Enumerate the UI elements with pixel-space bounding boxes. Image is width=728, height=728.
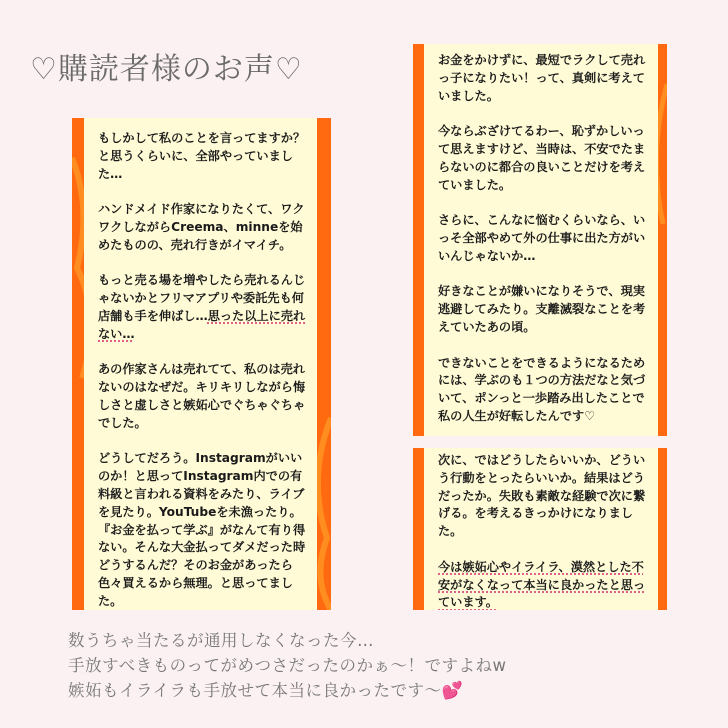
footer-note xyxy=(68,628,688,704)
footer-line: 手放すべきものってがめつさだったのかぁ〜！ですよねw xyxy=(68,656,507,675)
testimonial-panel-right-top xyxy=(413,44,667,436)
paragraph: ハンドメイド作家になりたくて、ワクワクしながらCreema、minneを始めたものの、売れ行きがイマイチ。 xyxy=(98,202,305,252)
paragraph-text: もっと売る場を増やしたら売れるんじゃないかとフリマアプリや委託先も何店舗も手を伸ばし… xyxy=(98,273,306,323)
paragraph: できないことをできるようになるためには、学ぶのも１つの方法だなと気づいて、ポンっと一歩踏み出したことで私の人生が好転したんです♡ xyxy=(438,355,646,423)
testimonial-text-left xyxy=(84,118,317,610)
testimonial-text-right-top xyxy=(424,44,658,436)
footer-line: 数うちゃ当たるが通用しなくなった今… xyxy=(68,631,374,650)
footer-line-text: 嫉妬もイライラも手放せて本当に良かったです〜 xyxy=(68,681,442,700)
paragraph: さらに、こんなに悩むくらいなら、いっそ全部やめて外の仕事に出た方がいいんじゃないか… xyxy=(438,213,646,263)
paragraph xyxy=(98,272,307,343)
paragraph: お金をかけずに、最短でラクして売れっ子になりたい！って、真剣に考えていました。 xyxy=(438,53,646,103)
paragraph: あの作家さんは売れてて、私のは売れないのはなぜだ。キリキリしながら悔しさと虚しさと嫉妬心でぐちゃぐちゃでした。 xyxy=(98,362,306,430)
paragraph xyxy=(438,559,648,610)
highlighted-text: 思った以上に売れない… xyxy=(98,308,306,341)
paragraph: 好きなことが嫌いになりそうで、現実逃避してみたり。支離滅裂なことを考えていたあの頃。 xyxy=(438,284,646,334)
page-title: ♡購読者様のお声♡ xyxy=(30,52,303,87)
paragraph: 次に、ではどうしたらいいか、どういう行動をとったらいいか。結果はどうだったか。失敗も素敵な経験で次に繋げる。を考えるきっかけになりました。 xyxy=(438,453,646,539)
footer-line xyxy=(68,678,688,704)
paragraph: どうしてだろう。Instagramがいいのか！と思ってInstagram内での有料級と言われる資料をみたり、ライブを見たり。YouTubeを未漁ったり。『お金を払って学ぶ』がなんて有り得ない。そんな大金払ってダメだった時どうするんだ？そのお金があったら色々買えるから無理。と思ってました。 xyxy=(98,451,306,608)
testimonial-panel-left xyxy=(72,118,331,610)
testimonial-text-right-bottom xyxy=(424,448,658,610)
testimonial-panel-right-bottom xyxy=(413,448,667,610)
heart-icon: 💕 xyxy=(441,681,464,701)
highlighted-text: 今は嫉妬心やイライラ、漠然とした不安がなくなって本当に良かったと思っています。 xyxy=(438,559,646,610)
paragraph: 今ならぶざけてるわー、恥ずかしいって思えますけど、当時は、不安でたまらないのに都合の良いことだけを考えていました。 xyxy=(438,124,646,192)
paragraph: もしかして私のことを言ってますか？と思うくらいに、全部やっていました… xyxy=(98,131,306,181)
